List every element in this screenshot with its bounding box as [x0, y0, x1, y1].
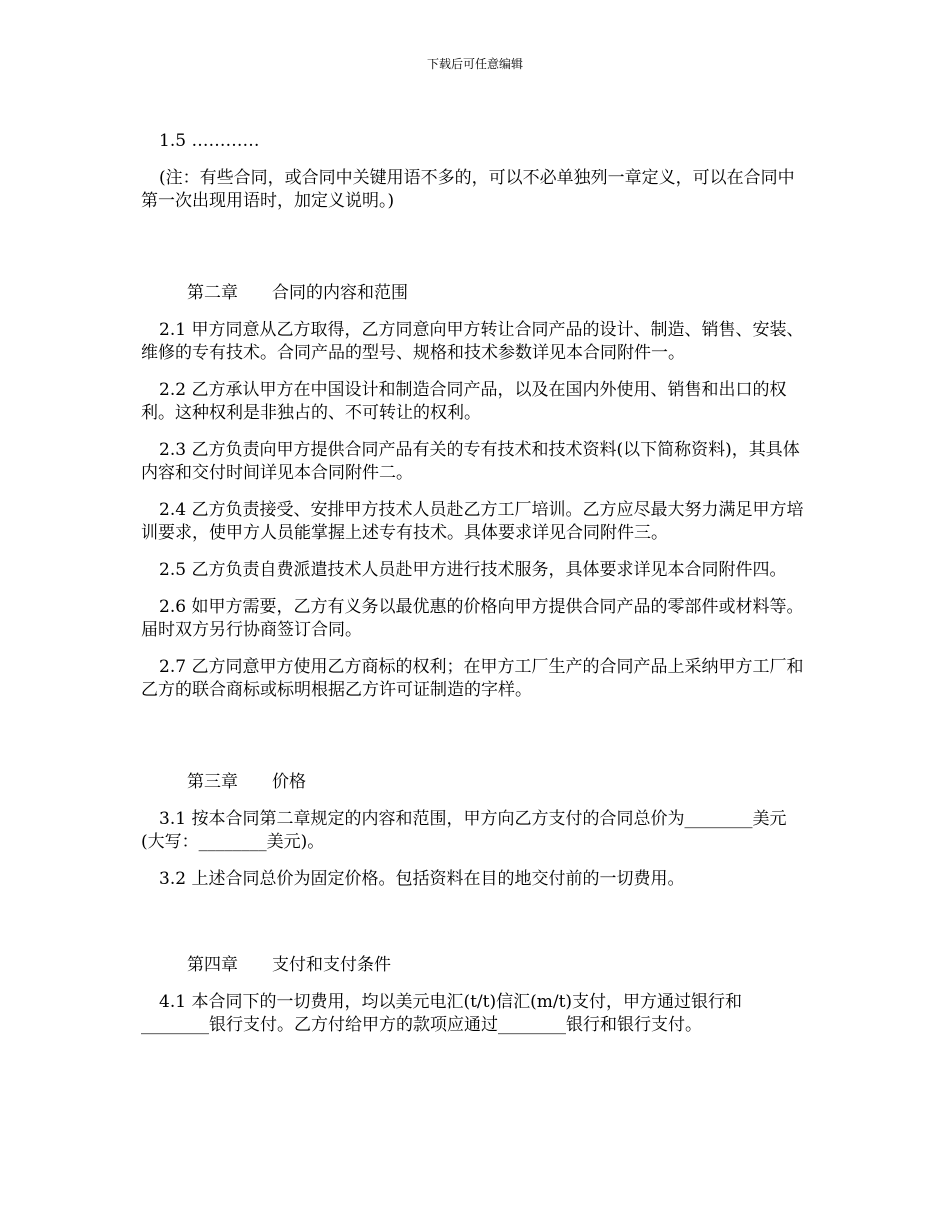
clause-2-6: 2.6 如甲方需要，乙方有义务以最优惠的价格向甲方提供合同产品的零部件或材料等。届时双方另行协商签订合同。 — [141, 597, 804, 640]
clause-2-3: 2.3 乙方负责向甲方提供合同产品有关的专有技术和技术资料(以下简称资料)，其具体内容和交付时间详见本合同附件二。 — [141, 440, 800, 483]
clause-3-2: 3.2 上述合同总价为固定价格。包括资料在目的地交付前的一切费用。 — [159, 869, 685, 889]
clause-2-5: 2.5 乙方负责自费派遣技术人员赴甲方进行技术服务，具体要求详见本合同附件四。 — [159, 560, 787, 580]
clause-2-4: 2.4 乙方负责接受、安排甲方技术人员赴乙方工厂培训。乙方应尽最大努力满足甲方培训要求，使甲方人员能掌握上述专有技术。具体要求详见合同附件三。 — [141, 500, 804, 543]
clause-4-1: 4.1 本合同下的一切费用，均以美元电汇(t/t)信汇(m/t)支付，甲方通过银行和________银行支付。乙方付给甲方的款项应通过________银行和银行支付。 — [141, 992, 743, 1035]
chapter-4-title: 第四章 支付和支付条件 — [187, 955, 391, 975]
chapter-2-title: 第二章 合同的内容和范围 — [187, 283, 408, 303]
clause-3-1: 3.1 按本合同第二章规定的内容和范围，甲方向乙方支付的合同总价为________美元(大写：________美元)。 — [141, 809, 787, 852]
clause-2-7: 2.7 乙方同意甲方使用乙方商标的权利；在甲方工厂生产的合同产品上采纳甲方工厂和乙方的联合商标或标明根据乙方许可证制造的字样。 — [141, 657, 804, 700]
definition-note: (注：有些合同，或合同中关键用语不多的，可以不必单独列一章定义，可以在合同中第一次出现用语时，加定义说明。) — [141, 168, 795, 211]
chapter-3-title: 第三章 价格 — [187, 772, 306, 792]
clause-2-1: 2.1 甲方同意从乙方取得，乙方同意向甲方转让合同产品的设计、制造、销售、安装、维修的专有技术。合同产品的型号、规格和技术参数详见本合同附件一。 — [141, 320, 804, 363]
clause-2-2: 2.2 乙方承认甲方在中国设计和制造合同产品，以及在国内外使用、销售和出口的权利。这种权利是非独占的、不可转让的权利。 — [141, 380, 787, 423]
clause-1-5: 1.5 ………… — [159, 131, 260, 151]
page-header-note: 下载后可任意编辑 — [426, 57, 523, 71]
spacer — [141, 227, 806, 282]
spacer — [141, 716, 806, 771]
document-body — [141, 130, 806, 1051]
spacer — [141, 905, 806, 954]
